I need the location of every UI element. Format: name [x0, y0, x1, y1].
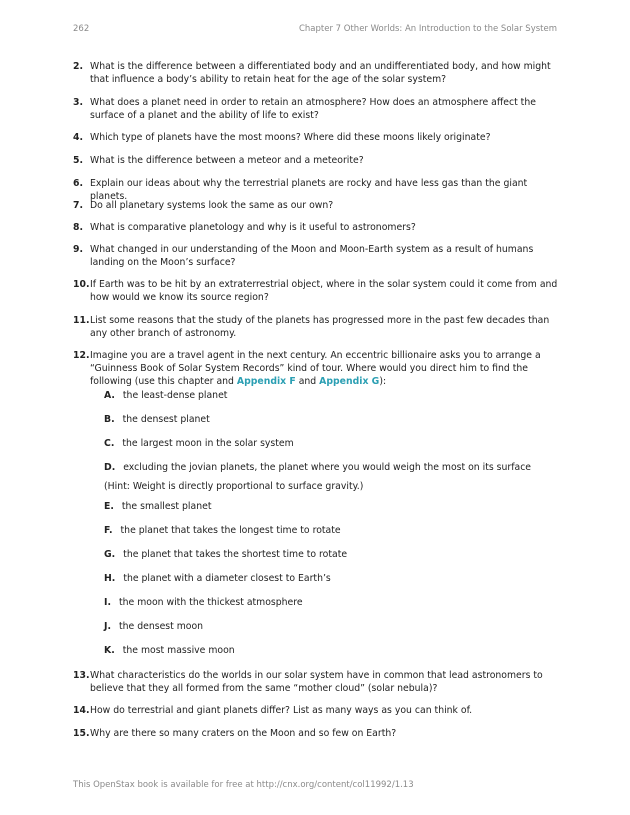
- question-7: [73, 199, 559, 212]
- question-number: 15.: [73, 728, 90, 739]
- question-number: 8.: [73, 222, 84, 233]
- sub-item-f: F. the planet that takes the longest time to rotate: [104, 525, 341, 536]
- page-number: 262: [73, 24, 90, 34]
- question-10: [73, 278, 559, 304]
- question-12: [73, 349, 559, 388]
- question-number: 7.: [73, 200, 84, 211]
- question-number: 10.: [73, 279, 90, 290]
- question-text: Do all planetary systems look the same as our own?: [90, 200, 334, 211]
- page-header: [0, 24, 630, 38]
- sub-item-i: I. the moon with the thickest atmosphere: [104, 597, 303, 608]
- question-9: [73, 243, 559, 269]
- question-text: Why are there so many craters on the Moon and so few on Earth?: [90, 728, 397, 739]
- question-text: What is comparative planetology and why is it useful to astronomers?: [90, 222, 416, 233]
- question-number: 5.: [73, 155, 84, 166]
- sub-item-a: A. the least-dense planet: [104, 390, 228, 401]
- question-text: What characteristics do the worlds in our solar system have in common that lead astronomers to believe that they all formed from the same “mother cloud” (solar nebula)?: [90, 670, 543, 694]
- question-3: [73, 96, 559, 122]
- question-14: [73, 704, 559, 717]
- question-number: 12.: [73, 350, 90, 361]
- question-number: 3.: [73, 97, 84, 108]
- question-text: How do terrestrial and giant planets differ? List as many ways as you can think of.: [90, 705, 473, 716]
- question-number: 11.: [73, 315, 90, 326]
- question-number: 14.: [73, 705, 90, 716]
- question-text: If Earth was to be hit by an extraterrestrial object, where in the solar system could it come from and how would we know its source region?: [90, 279, 558, 303]
- question-4: [73, 131, 559, 144]
- question-number: 4.: [73, 132, 84, 143]
- question-number: 2.: [73, 61, 84, 72]
- sub-item-j: J. the densest moon: [104, 621, 204, 632]
- question-text: What is the difference between a meteor and a meteorite?: [90, 155, 364, 166]
- question-11: [73, 314, 559, 340]
- question-text: List some reasons that the study of the planets has progressed more in the past few decades than any other branch of astronomy.: [90, 315, 550, 339]
- question-2: [73, 60, 559, 86]
- sub-item-d: D. excluding the jovian planets, the planet where you would weigh the most on its surface (Hint: Weight is directly proportional to surface gravity.): [104, 462, 532, 492]
- sub-item-h: H. the planet with a diameter closest to Earth’s: [104, 573, 331, 584]
- question-text: What does a planet need in order to retain an atmosphere? How does an atmosphere affect the surface of a planet and the ability of life to exist?: [90, 97, 536, 121]
- question-text: Explain our ideas about why the terrestrial planets are rocky and have less gas than the giant planets.: [90, 178, 528, 202]
- question-number: 6.: [73, 178, 84, 189]
- sub-item-g: G. the planet that takes the shortest time to rotate: [104, 549, 348, 560]
- page-footer: This OpenStax book is available for free at http://cnx.org/content/col11992/1.13: [73, 780, 414, 790]
- chapter-title: Chapter 7 Other Worlds: An Introduction to the Solar System: [298, 24, 557, 34]
- sub-item-k: K. the most massive moon: [104, 645, 235, 656]
- question-8: [73, 221, 559, 234]
- question-text: What is the difference between a differentiated body and an undifferentiated body, and how might that influence a body’s ability to retain heat for the age of the solar system?: [90, 61, 551, 85]
- question-text: Imagine you are a travel agent in the next century. An eccentric billionaire asks you to arrange a “Guinness Book of Solar System Records” kind of tour. Where would you direct him to find the following (use this chapter and Appendix F and Appendix G):: [90, 350, 541, 387]
- sub-item-b: B. the densest planet: [104, 414, 210, 425]
- question-text: What changed in our understanding of the Moon and Moon-Earth system as a result of humans landing on the Moon’s surface?: [90, 244, 534, 268]
- question-13: [73, 669, 559, 695]
- question-number: 9.: [73, 244, 84, 255]
- appendix-g-link[interactable]: Appendix G: [319, 376, 380, 387]
- sub-item-e: E. the smallest planet: [104, 501, 212, 512]
- appendix-f-link[interactable]: Appendix F: [236, 376, 296, 387]
- question-text: Which type of planets have the most moons? Where did these moons likely originate?: [90, 132, 491, 143]
- question-15: [73, 727, 559, 740]
- question-number: 13.: [73, 670, 90, 681]
- sub-item-c: C. the largest moon in the solar system: [104, 438, 294, 449]
- question-5: [73, 154, 559, 167]
